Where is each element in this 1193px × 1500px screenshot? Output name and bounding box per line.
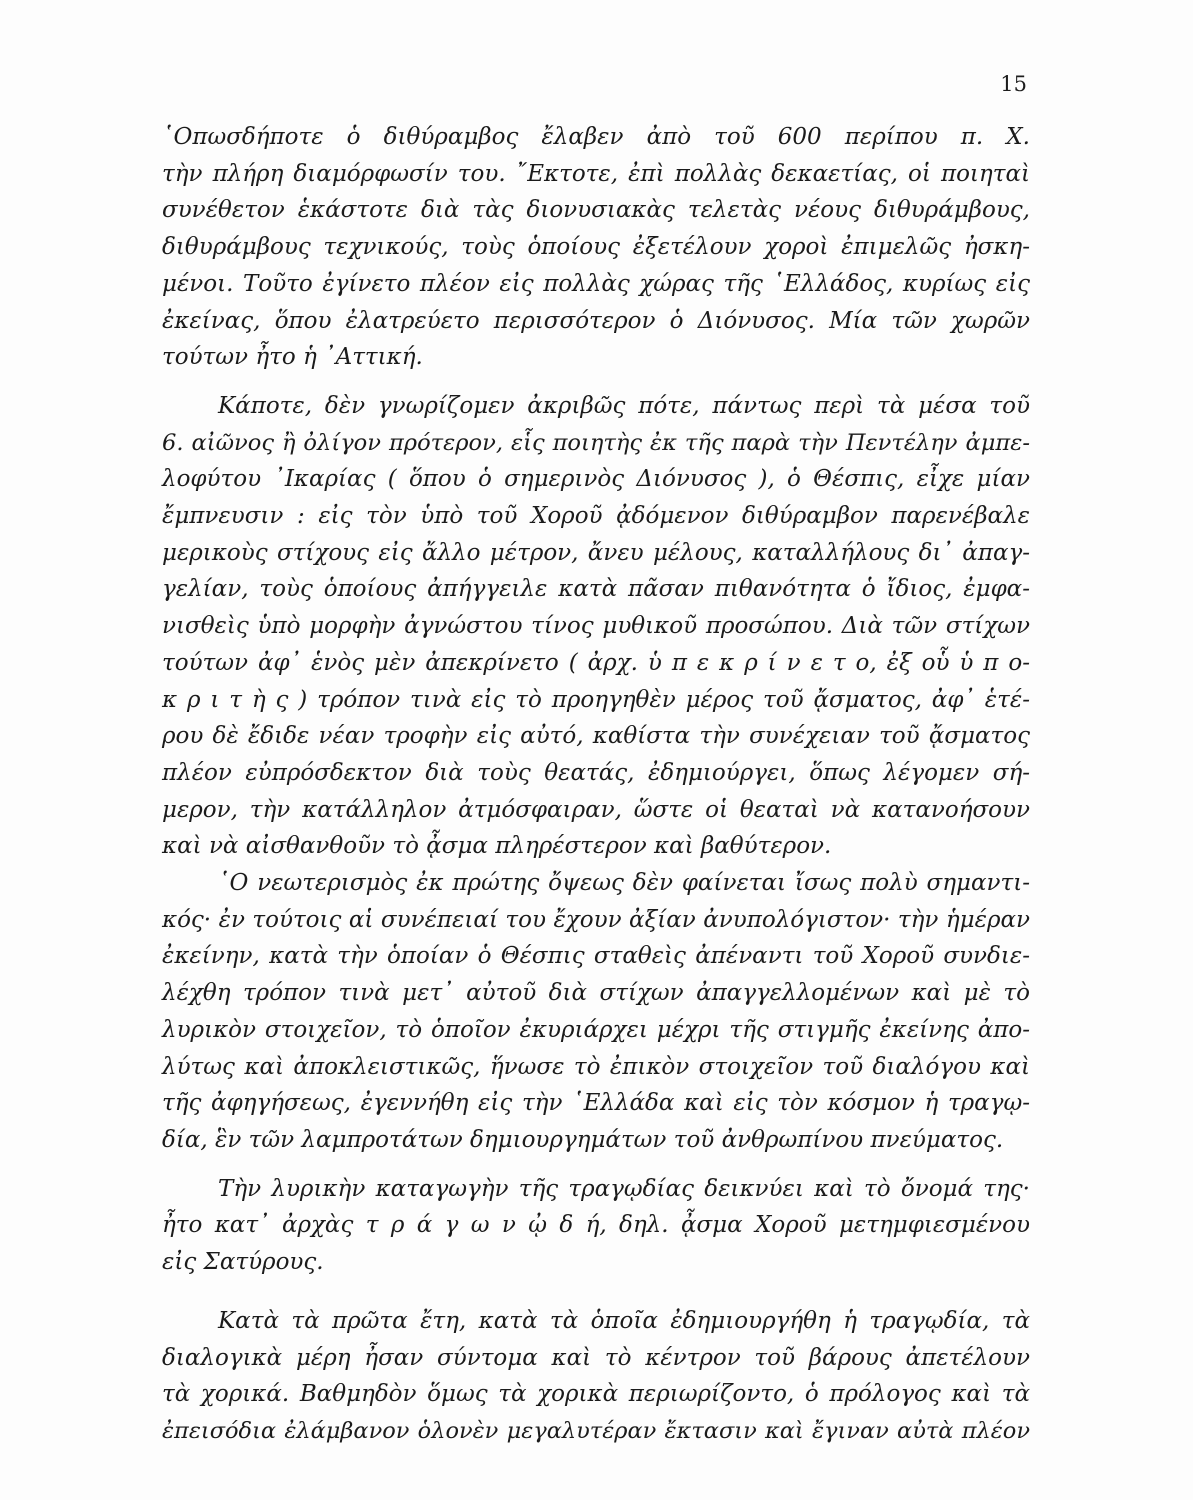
text-line: τὴν πλήρη διαμόρφωσίν του. ῎Εκτοτε, ἐπὶ πολλὰς δεκαετίας, οἱ ποιηταὶ bbox=[162, 160, 1030, 187]
text-line: καὶ νὰ αἰσθανθοῦν τὸ ᾆσμα πληρέστερον καὶ βαθύτερον. bbox=[162, 833, 832, 860]
text-line: διθυράμβους τεχνικούς, τοὺς ὁποίους ἐξετέλουν χοροὶ ἐπιμελῶς ἠσκη- bbox=[162, 234, 1030, 261]
paragraph bbox=[162, 1171, 1030, 1281]
text-line: ἐπεισόδια ἐλάμβανον ὁλονὲν μεγαλυτέραν ἔκτασιν καὶ ἔγιναν αὐτὰ πλέον bbox=[162, 1417, 1030, 1444]
text-line: 6. αἰῶνος ἢ ὀλίγον πρότερον, εἷς ποιητὴς ἐκ τῆς παρὰ τὴν Πεντέλην ἀμπε- bbox=[162, 429, 1030, 456]
text-line: ἐκείνην, κατὰ τὴν ὁποίαν ὁ Θέσπις σταθεὶς ἀπέναντι τοῦ Χοροῦ συνδιε- bbox=[162, 943, 1030, 970]
text-line: διαλογικὰ μέρη ἦσαν σύντομα καὶ τὸ κέντρον τοῦ βάρους ἀπετέλουν bbox=[162, 1344, 1030, 1371]
text-line: Τὴν λυρικὴν καταγωγὴν τῆς τραγῳδίας δεικνύει καὶ τὸ ὄνομά της· bbox=[218, 1175, 1030, 1202]
text-line: λέχθη τρόπον τινὰ μετ᾿ αὐτοῦ διὰ στίχων ἀπαγγελλομένων καὶ μὲ τὸ bbox=[162, 980, 1030, 1007]
text-line: γελίαν, τοὺς ὁποίους ἀπήγγειλε κατὰ πᾶσαν πιθανότητα ὁ ἴδιος, ἐμφα- bbox=[162, 576, 1030, 603]
text-line: Κατὰ τὰ πρῶτα ἔτη, κατὰ τὰ ὁποῖα ἐδημιουργήθη ἡ τραγῳδία, τὰ bbox=[218, 1307, 1030, 1334]
text-line: λυρικὸν στοιχεῖον, τὸ ὁποῖον ἐκυριάρχει μέχρι τῆς στιγμῆς ἐκείνης ἀπο- bbox=[162, 1016, 1030, 1043]
text-line: λύτως καὶ ἀποκλειστικῶς, ἥνωσε τὸ ἐπικὸν στοιχεῖον τοῦ διαλόγου καὶ bbox=[162, 1053, 1030, 1080]
text-line: τούτων ἀφ᾿ ἑνὸς μὲν ἀπεκρίνετο ( ἀρχ. ὑ π ε κ ρ ί ν ε τ ο, ἐξ οὗ ὑ π ο- bbox=[162, 649, 1030, 676]
text-line: Κάποτε, δὲν γνωρίζομεν ἀκριβῶς πότε, πάντως περὶ τὰ μέσα τοῦ bbox=[218, 392, 1030, 419]
paragraph bbox=[162, 865, 1030, 1159]
text-line: συνέθετον ἑκάστοτε διὰ τὰς διονυσιακὰς τελετὰς νέους διθυράμβους, bbox=[162, 197, 1030, 224]
text-line: πλέον εὐπρόσδεκτον διὰ τοὺς θεατάς, ἐδημιούργει, ὅπως λέγομεν σή- bbox=[162, 759, 1030, 786]
text-line: μερικοὺς στίχους εἰς ἄλλο μέτρον, ἄνευ μέλους, καταλλήλους δι᾿ ἀπαγ- bbox=[162, 539, 1030, 566]
text-line: τὰ χορικά. Βαθμηδὸν ὅμως τὰ χορικὰ περιωρίζοντο, ὁ πρόλογος καὶ τὰ bbox=[162, 1381, 1030, 1408]
text-line: μένοι. Τοῦτο ἐγίνετο πλέον εἰς πολλὰς χώρας τῆς ῾Ελλάδος, κυρίως εἰς bbox=[162, 270, 1030, 297]
text-line: ἐκείνας, ὅπου ἐλατρεύετο περισσότερον ὁ Διόνυσος. Μία τῶν χωρῶν bbox=[162, 307, 1030, 334]
text-line: ρου δὲ ἔδιδε νέαν τροφὴν εἰς αὐτό, καθίστα τὴν συνέχειαν τοῦ ᾄσματος bbox=[162, 723, 1030, 750]
paragraph bbox=[162, 119, 1030, 376]
text-line: ῾Ο νεωτερισμὸς ἐκ πρώτης ὄψεως δὲν φαίνεται ἴσως πολὺ σημαντι- bbox=[218, 870, 1030, 897]
page-number: 15 bbox=[1000, 72, 1027, 96]
text-line: τῆς ἀφηγήσεως, ἐγεννήθη εἰς τὴν ῾Ελλάδα καὶ εἰς τὸν κόσμον ἡ τραγῳ- bbox=[162, 1090, 1030, 1117]
text-line: ἔμπνευσιν : εἰς τὸν ὑπὸ τοῦ Χοροῦ ᾀδόμενον διθύραμβον παρενέβαλε bbox=[162, 503, 1030, 530]
text-line: εἰς Σατύρους. bbox=[162, 1249, 324, 1276]
text-line: λοφύτου ᾿Ικαρίας ( ὅπου ὁ σημερινὸς Διόνυσος ), ὁ Θέσπις, εἶχε μίαν bbox=[162, 466, 1030, 493]
body-text bbox=[162, 119, 1030, 1450]
text-line: κ ρ ι τ ὴ ς ) τρόπον τινὰ εἰς τὸ προηγηθὲν μέρος τοῦ ᾄσματος, ἀφ᾿ ἑτέ- bbox=[162, 686, 1030, 713]
text-line: μερον, τὴν κατάλληλον ἀτμόσφαιραν, ὥστε οἱ θεαταὶ νὰ κατανοήσουν bbox=[162, 796, 1030, 823]
text-line: ῾Οπωσδήποτε ὁ διθύραμβος ἔλαβεν ἀπὸ τοῦ 600 περίπου π. Χ. bbox=[162, 124, 1030, 150]
text-line: κός· ἐν τούτοις αἱ συνέπειαί του ἔχουν ἀξίαν ἀνυπολόγιστον· τὴν ἡμέραν bbox=[162, 906, 1030, 933]
paragraph bbox=[162, 388, 1030, 865]
text-line: τούτων ἦτο ἡ ᾿Αττική. bbox=[162, 344, 423, 371]
text-line: ἦτο κατ᾿ ἀρχὰς τ ρ ά γ ω ν ᾠ δ ή, δηλ. ᾆσμα Χοροῦ μετημφιεσμένου bbox=[162, 1212, 1030, 1239]
text-line: νισθεὶς ὑπὸ μορφὴν ἀγνώστου τίνος μυθικοῦ προσώπου. Διὰ τῶν στίχων bbox=[162, 613, 1030, 640]
paragraph bbox=[162, 1303, 1030, 1450]
text-line: δία, ἓν τῶν λαμπροτάτων δημιουργημάτων τοῦ ἀνθρωπίνου πνεύματος. bbox=[162, 1126, 1004, 1153]
